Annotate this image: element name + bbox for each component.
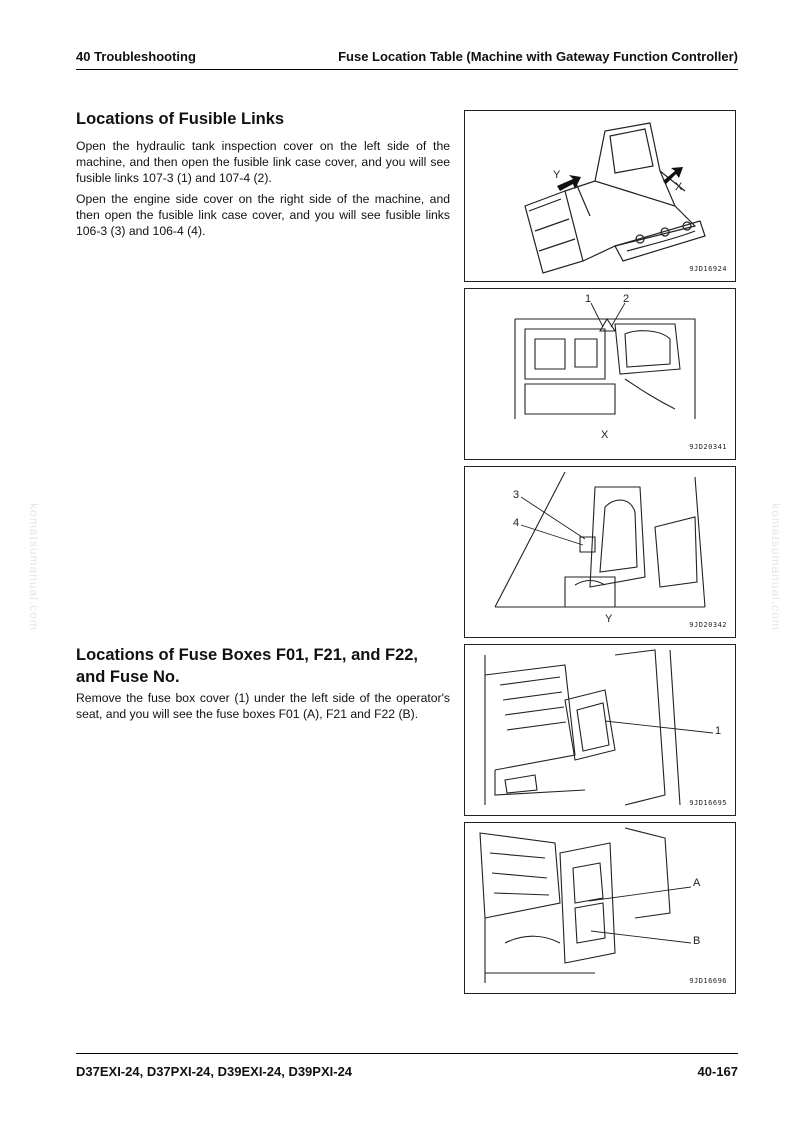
figure-label-1: 1 <box>585 293 592 305</box>
running-header-section: 40 Troubleshooting <box>76 49 196 64</box>
figure-label-3: 3 <box>513 489 520 501</box>
watermark-left: komatsumanual.com <box>26 503 41 631</box>
figure-label-2: 2 <box>623 293 630 305</box>
figure-code: 9JD16696 <box>689 977 727 985</box>
paragraph-fuse-boxes: Remove the fuse box cover (1) under the left side of the operator's seat, and you will see the fuse boxes F01 (A), F21 and F22 (B). <box>76 691 450 721</box>
footer-model-list: D37EXI-24, D37PXI-24, D39EXI-24, D39PXI-24 <box>76 1064 353 1079</box>
figure-label-4: 4 <box>513 517 520 529</box>
fuse-box-cover-illustration <box>465 645 737 817</box>
fusible-link-case-y-illustration <box>465 467 737 639</box>
figure-label-x: X <box>675 181 683 193</box>
page-number: 40-167 <box>697 1064 738 1079</box>
figure-fusible-links-y <box>464 466 736 638</box>
footer-divider <box>76 1053 738 1054</box>
figure-label-x: X <box>601 429 609 441</box>
figure-code: 9JD20342 <box>689 621 727 629</box>
section-title-fusible-links: Locations of Fusible Links <box>76 110 285 128</box>
figure-fusible-links-x <box>464 288 736 460</box>
figure-label-1: 1 <box>715 725 722 737</box>
figure-label-b: B <box>693 935 701 947</box>
paragraph-fusible-links-right: Open the engine side cover on the right side of the machine, and then open the fusible link case cover, and you will see fusible links 106-3 (3) and 106-4 (4). <box>76 192 450 238</box>
figure-machine-overview <box>464 110 736 282</box>
figure-label-y: Y <box>553 169 561 181</box>
figure-fuse-box-cover <box>464 644 736 816</box>
figure-code: 9JD20341 <box>689 443 727 451</box>
header-divider <box>76 69 738 70</box>
paragraph-fusible-links-left: Open the hydraulic tank inspection cover on the left side of the machine, and then open the fusible link case cover, and you will see fusible links 107-3 (1) and 107-4 (2). <box>76 139 450 185</box>
section-title-fuse-boxes: Locations of Fuse Boxes F01, F21, and F22, and Fuse No. <box>76 646 419 686</box>
figure-label-a: A <box>693 877 701 889</box>
figure-fuse-boxes <box>464 822 736 994</box>
figure-code: 9JD16695 <box>689 799 727 807</box>
figure-label-y: Y <box>605 613 613 625</box>
figure-code: 9JD16924 <box>689 265 727 273</box>
fuse-boxes-illustration <box>465 823 737 995</box>
bulldozer-illustration <box>465 111 737 283</box>
watermark-right: komatsumanual.com <box>768 503 783 631</box>
running-header-title: Fuse Location Table (Machine with Gateway Function Controller) <box>338 49 738 64</box>
